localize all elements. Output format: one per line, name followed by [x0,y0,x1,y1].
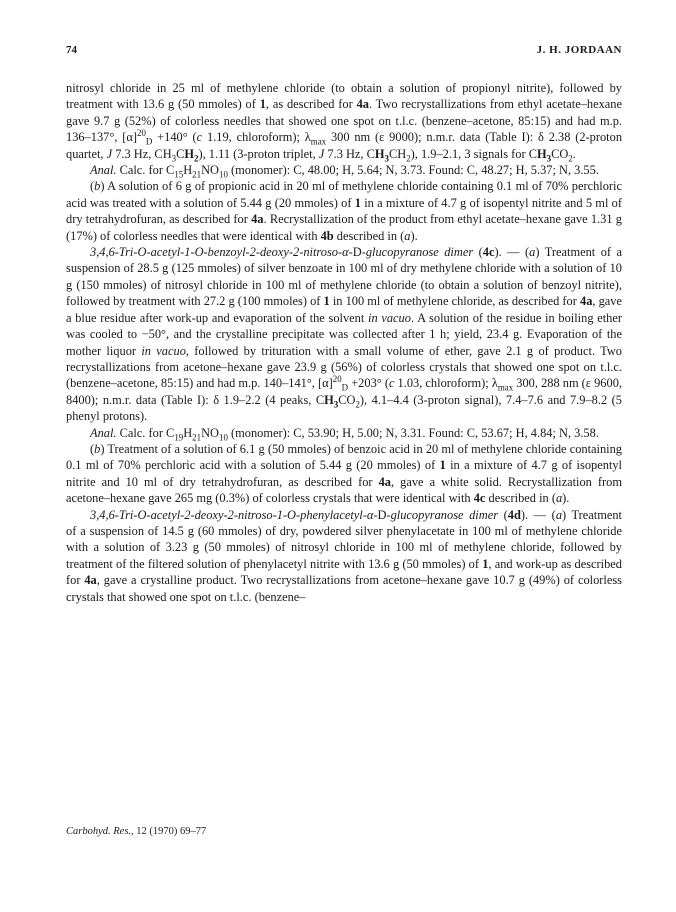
page-footer [66,826,206,837]
paragraph: (b) A solution of 6 g of propionic acid in 20 ml of methylene chloride containing 0.1 ml of 70% perchloric acid was treated with a solution of 5.44 g (20 mmoles) of 1 in a mixture of 4.7 g of isopentyl nitrite and 5 ml of dry tetrahydrofuran, as described for 4a. Recrystallization of the product from ethyl acetate–hexane gave 1.31 g (17%) of colorless needles that were identical with 4b described in (a). [66,179,622,243]
journal-volume: 12 (1970) 69–77 [136,826,207,837]
paragraph: (b) Treatment of a solution of 6.1 g (50 mmoles) of benzoic acid in 20 ml of methylene chloride containing 0.1 ml of 70% perchloric acid with a solution of 5.44 g (20 mmoles) of 1 in a mixture of 4.7 g of isopentyl nitrite and 10 ml of dry tetrahydrofuran, as described for 4a, gave a white solid. Recrystallization from acetone–hexane gave 265 mg (0.3%) of colorless crystals that were identical with 4c described in (a). [66,441,622,506]
page-header [66,44,622,60]
running-author: J. H. JORDAAN [536,44,622,56]
paragraph: nitrosyl chloride in 25 ml of methylene chloride (to obtain a solution of propionyl nitrite), followed by treatment with 13.6 g (50 mmoles) of 1, as described for 4a. Two recrystallizations from ethyl acetate–hexane gave 9.7 g (52%) of colorless needles that showed one spot on t.l.c. (benzene–acetone, 85:15) and had m.p. 136–137°, $[\alpha]^{20}_D +140^\circ$ (c 1.19, chloroform); $\lambda_{max}$ 300 nm (ε 9000); n.m.r. data (Table I): δ 2.38 (2-proton quartet, J 7.3 Hz, $CH_3CH_2$), 1.11 (3-proton triplet, J 7.3 Hz, $CH_3CH_2$), 1.9–2.1, 3 signals for $CH_3CO_2$. [66,81,623,164]
page-number: 74 [66,44,77,56]
paragraph: Anal. Calc. for $C_{15}H_{21}NO_{10}$ (monomer): C, 48.00; H, 5.64; N, 3.73. Found: C, 48.27; H, 5.37; N, 3.55. [90,163,599,180]
paragraph: 3,4,6-Tri-O-acetyl-2-deoxy-2-nitroso-1-O-phenylacetyl-α-D-glucopyranose dimer (4d). — (a) Treatment of a suspension of 14.5 g (60 mmoles) of dry, powdered silver phenylacetate in 100 ml of methylene chloride with a solution of 3.23 g (50 mmoles) of nitrosyl chloride in 100 ml of methylene chloride, followed by treatment of the filtered solution of phenylacetyl nitrite with 13.6 g (50 mmoles) of 1, and work-up as described for 4a, gave a crystalline product. Two recrystallizations from acetone–hexane gave 10.7 g (49%) of colorless crystals that showed one spot on t.l.c. (benzene– [66,507,622,604]
paragraph: Anal. Calc. for $C_{19}H_{21}NO_{10}$ (monomer): C, 53.90; H, 5.00; N, 3.31. Found: C, 53.67; H, 4.84; N, 3.58. [90,425,599,442]
body-text [66,80,622,605]
paragraph: 3,4,6-Tri-O-acetyl-1-O-benzoyl-2-deoxy-2-nitroso-α-D-glucopyranose dimer (4c). — (a) Treatment of a suspension of 28.5 g (125 mmoles) of silver benzoate in 100 ml of dry methylene chloride with a solution of 10 g (150 mmoles) of nitrosyl chloride in 100 ml of methylene chloride (to obtain a solution of benzoyl nitrite), followed by treatment with 27.2 g (100 mmoles) of 1 in 100 ml of methylene chloride, as described for 4a, gave a blue residue after work-up and evaporation of the solvent in vacuo. A solution of the residue in boiling ether was cooled to −50°, and the crystalline precipitate was collected after 1 h; yield, 23.4 g. Evaporation of the mother liquor in vacuo, followed by trituration with a small volume of ether, gave 2.1 g of product. Two recrystallizations from acetone–hexane gave 23.9 g (56%) of colorless crystals that showed one spot on t.l.c. (benzene–acetone, 85:15) and had m.p. 140–141°, $[\alpha]^{20}_D +203^\circ$ (c 1.03, chloroform); $\lambda_{max}$ 300, 288 nm (ε 9600, 8400); n.m.r. data (Table I): δ 1.9–2.2 (4 peaks, $CH_3CO_2$), 4.1–4.4 (3-proton signal), 7.4–7.6 and 7.9–8.2 (5 phenyl protons). [66,245,622,424]
journal-name: Carbohyd. Res., [66,826,134,837]
